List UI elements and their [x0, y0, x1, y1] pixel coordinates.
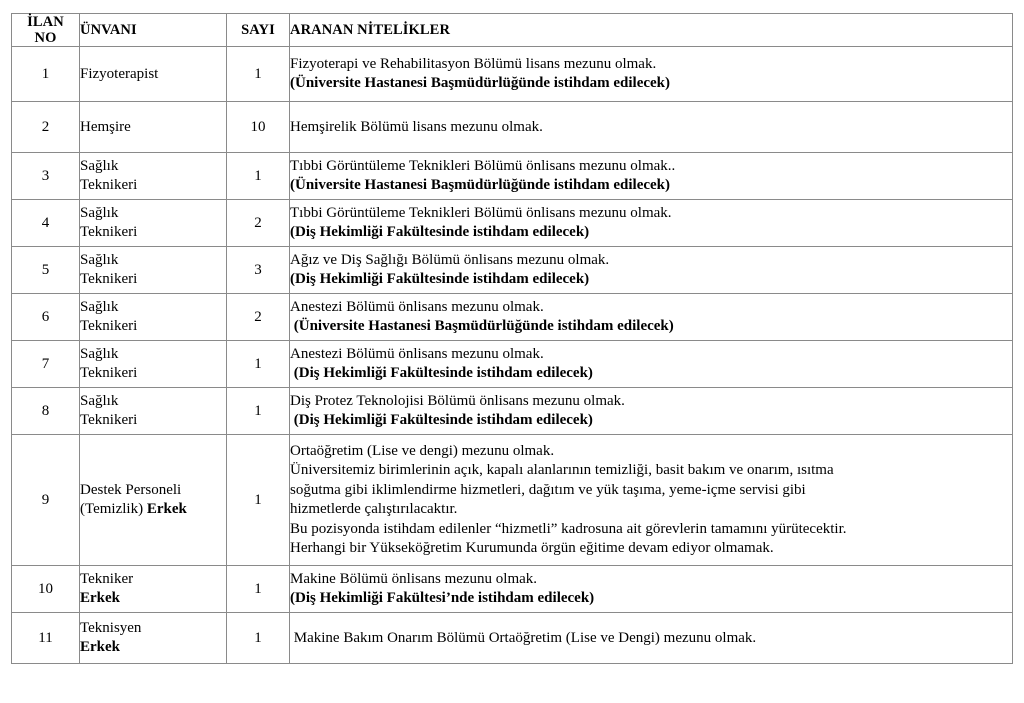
- cell-ilan-no: 4: [12, 200, 80, 247]
- nitelik-line: Fizyoterapi ve Rehabilitasyon Bölümü lisans mezunu olmak.: [290, 55, 657, 72]
- nitelik-line: Makine Bakım Onarım Bölümü Ortaöğretim (Lise ve Dengi) mezunu olmak.: [290, 629, 757, 646]
- cell-unvani: [80, 47, 227, 102]
- unvani-line: Tekniker: [80, 571, 134, 588]
- cell-unvani: [80, 200, 227, 247]
- nitelik-line: Anestezi Bölümü önlisans mezunu olmak.: [290, 345, 544, 362]
- table-row: [12, 388, 1013, 435]
- cell-ilan-no: 6: [12, 294, 80, 341]
- cell-unvani: [80, 388, 227, 435]
- cell-ilan-no: 11: [12, 613, 80, 664]
- table-row: [12, 341, 1013, 388]
- cell-sayi: 1: [227, 153, 290, 200]
- unvani-line: Erkek: [80, 590, 121, 607]
- nitelik-line: (Diş Hekimliği Fakültesinde istihdam edilecek): [290, 365, 593, 382]
- unvani-line: Teknikeri: [80, 177, 138, 194]
- nitelik-line: Makine Bölümü önlisans mezunu olmak.: [290, 570, 538, 587]
- table-row: [12, 294, 1013, 341]
- table-row: [12, 247, 1013, 294]
- unvani-line: Destek Personeli: [80, 482, 182, 499]
- nitelik-line: Ağız ve Diş Sağlığı Bölümü önlisans mezunu olmak.: [290, 251, 610, 268]
- cell-aranan-nitelikler: [290, 566, 1013, 613]
- unvani-line: Erkek: [80, 639, 121, 656]
- nitelik-line: Tıbbi Görüntüleme Teknikleri Bölümü önlisans mezunu olmak.: [290, 204, 672, 221]
- table-body: [12, 47, 1013, 664]
- cell-aranan-nitelikler: [290, 388, 1013, 435]
- unvani-line-bold-suffix: Erkek: [146, 501, 187, 518]
- cell-unvani: [80, 102, 227, 153]
- nitelik-line: (Diş Hekimliği Fakültesinde istihdam edilecek): [290, 224, 590, 241]
- cell-aranan-nitelikler: [290, 294, 1013, 341]
- cell-unvani: [80, 247, 227, 294]
- column-header-ilan-no: [12, 14, 80, 47]
- table-row: [12, 435, 1013, 566]
- cell-sayi: 3: [227, 247, 290, 294]
- table-row: [12, 47, 1013, 102]
- nitelik-line: hizmetlerde çalıştırılacaktır.: [290, 501, 458, 518]
- table-row: [12, 200, 1013, 247]
- cell-ilan-no: 2: [12, 102, 80, 153]
- nitelik-line: Ortaöğretim (Lise ve dengi) mezunu olmak.: [290, 442, 555, 459]
- unvani-line: Teknikeri: [80, 318, 138, 335]
- cell-ilan-no: 9: [12, 435, 80, 566]
- cell-ilan-no: 1: [12, 47, 80, 102]
- table-row: [12, 102, 1013, 153]
- cell-aranan-nitelikler: [290, 200, 1013, 247]
- unvani-line: Sağlık: [80, 252, 119, 269]
- cell-aranan-nitelikler: [290, 435, 1013, 566]
- column-header-sayi: SAYI: [227, 14, 290, 47]
- cell-ilan-no: 7: [12, 341, 80, 388]
- nitelik-line: (Diş Hekimliği Fakültesinde istihdam edilecek): [290, 412, 593, 429]
- nitelik-line: (Üniversite Hastanesi Başmüdürlüğünde istihdam edilecek): [290, 75, 671, 92]
- unvani-line: Sağlık: [80, 205, 119, 222]
- nitelik-line: Herhangi bir Yükseköğretim Kurumunda örgün eğitime devam ediyor olmamak.: [290, 540, 774, 557]
- cell-aranan-nitelikler: [290, 153, 1013, 200]
- nitelik-line: (Diş Hekimliği Fakültesinde istihdam edilecek): [290, 271, 590, 288]
- nitelik-line: Diş Protez Teknolojisi Bölümü önlisans mezunu olmak.: [290, 392, 625, 409]
- unvani-line: Sağlık: [80, 393, 119, 410]
- column-header-ilan-no-line2: NO: [34, 30, 57, 47]
- cell-unvani: [80, 153, 227, 200]
- unvani-line: Fizyoterapist: [80, 65, 159, 82]
- cell-sayi: 1: [227, 613, 290, 664]
- cell-unvani: [80, 435, 227, 566]
- cell-unvani: [80, 294, 227, 341]
- cell-unvani: [80, 566, 227, 613]
- nitelik-line: Hemşirelik Bölümü lisans mezunu olmak.: [290, 118, 543, 135]
- cell-sayi: 1: [227, 435, 290, 566]
- nitelik-line: Üniversitemiz birimlerinin açık, kapalı alanlarının temizliği, basit bakım ve onarım, ısıtma: [290, 462, 834, 479]
- column-header-ilan-no-line1: İLAN: [27, 14, 64, 30]
- unvani-line: (Temizlik) Erkek: [80, 501, 187, 518]
- recruitment-listing-table: [11, 13, 1013, 664]
- cell-sayi: 2: [227, 200, 290, 247]
- table-header-row: [12, 14, 1013, 47]
- nitelik-line: Bu pozisyonda istihdam edilenler “hizmetli” kadrosuna ait görevlerin tamamını yürütecektir.: [290, 520, 847, 537]
- nitelik-line: soğutma gibi iklimlendirme hizmetleri, dağıtım ve yük taşıma, yeme-içme servisi gibi: [290, 481, 806, 498]
- cell-sayi: 1: [227, 566, 290, 613]
- table-row: [12, 613, 1013, 664]
- cell-sayi: 2: [227, 294, 290, 341]
- cell-ilan-no: 3: [12, 153, 80, 200]
- unvani-line: Teknisyen: [80, 620, 142, 637]
- unvani-line: Hemşire: [80, 118, 131, 135]
- cell-aranan-nitelikler: [290, 613, 1013, 664]
- nitelik-line: (Üniversite Hastanesi Başmüdürlüğünde istihdam edilecek): [290, 318, 674, 335]
- table-header: [12, 14, 1013, 47]
- cell-unvani: [80, 613, 227, 664]
- listing-table-wrapper: [11, 13, 1012, 664]
- unvani-line: Teknikeri: [80, 271, 138, 288]
- cell-ilan-no: 10: [12, 566, 80, 613]
- column-header-aranan-nitelikler: ARANAN NİTELİKLER: [290, 14, 1013, 47]
- unvani-line: Teknikeri: [80, 365, 138, 382]
- unvani-line: Sağlık: [80, 299, 119, 316]
- cell-sayi: 10: [227, 102, 290, 153]
- unvani-line: Sağlık: [80, 346, 119, 363]
- nitelik-line: (Üniversite Hastanesi Başmüdürlüğünde istihdam edilecek): [290, 177, 671, 194]
- nitelik-line: (Diş Hekimliği Fakültesi’nde istihdam edilecek): [290, 590, 595, 607]
- nitelik-line: Anestezi Bölümü önlisans mezunu olmak.: [290, 298, 544, 315]
- column-header-unvani: ÜNVANI: [80, 14, 227, 47]
- cell-sayi: 1: [227, 341, 290, 388]
- cell-aranan-nitelikler: [290, 341, 1013, 388]
- table-row: [12, 153, 1013, 200]
- nitelik-line: Tıbbi Görüntüleme Teknikleri Bölümü önlisans mezunu olmak..: [290, 157, 676, 174]
- cell-aranan-nitelikler: [290, 102, 1013, 153]
- cell-ilan-no: 5: [12, 247, 80, 294]
- cell-sayi: 1: [227, 388, 290, 435]
- table-row: [12, 566, 1013, 613]
- unvani-line: Teknikeri: [80, 224, 138, 241]
- cell-unvani: [80, 341, 227, 388]
- cell-sayi: 1: [227, 47, 290, 102]
- cell-aranan-nitelikler: [290, 47, 1013, 102]
- unvani-line: Sağlık: [80, 158, 119, 175]
- unvani-line: Teknikeri: [80, 412, 138, 429]
- cell-ilan-no: 8: [12, 388, 80, 435]
- cell-aranan-nitelikler: [290, 247, 1013, 294]
